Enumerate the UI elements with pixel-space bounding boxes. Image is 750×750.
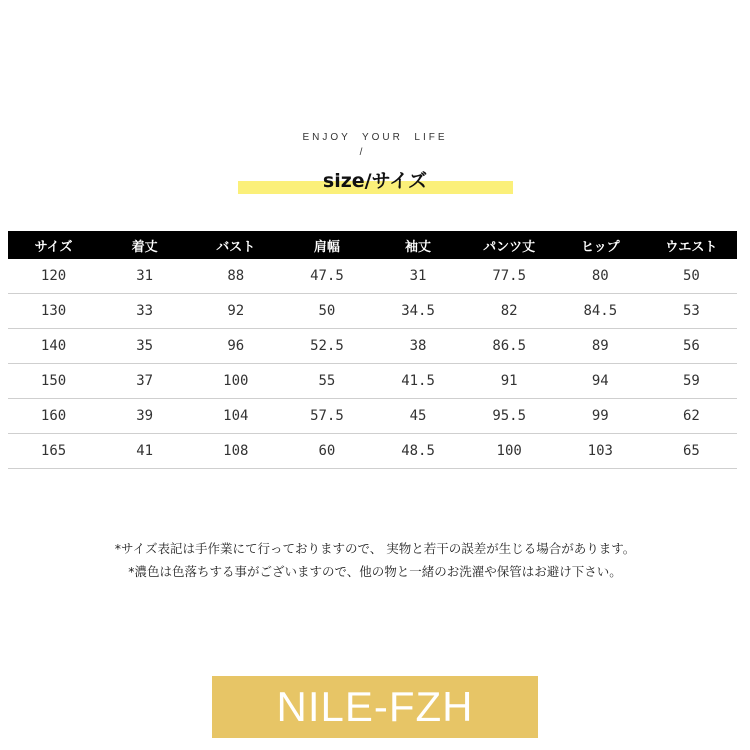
table-cell: 92 <box>190 294 281 329</box>
table-cell: 57.5 <box>281 399 372 434</box>
table-cell: 60 <box>281 434 372 469</box>
table-cell: 95.5 <box>464 399 555 434</box>
table-cell: 100 <box>190 364 281 399</box>
column-header-pants-length: パンツ丈 <box>483 239 536 255</box>
table-cell: 89 <box>555 329 646 364</box>
table-cell: 94 <box>555 364 646 399</box>
table-cell: 165 <box>8 434 99 469</box>
table-cell: 104 <box>190 399 281 434</box>
table-cell: 120 <box>8 259 99 294</box>
column-header-sleeve: 袖丈 <box>405 239 432 255</box>
table-row <box>8 399 737 434</box>
table-cell: 108 <box>190 434 281 469</box>
table-row <box>8 294 737 329</box>
table-row <box>8 364 737 399</box>
note-color-fading: *濃色は色落ちする事がございますので、他の物と一緒のお洗濯や保管はお避け下さい。 <box>128 564 622 579</box>
column-header-bust: バスト <box>216 239 256 255</box>
column-header-waist: ウエスト <box>665 239 718 255</box>
table-cell: 47.5 <box>281 259 372 294</box>
column-header-size: サイズ <box>34 239 73 255</box>
table-cell: 31 <box>373 259 464 294</box>
table-cell: 130 <box>8 294 99 329</box>
table-cell: 59 <box>646 364 737 399</box>
table-cell: 38 <box>373 329 464 364</box>
table-cell: 52.5 <box>281 329 372 364</box>
table-cell: 80 <box>555 259 646 294</box>
table-cell: 65 <box>646 434 737 469</box>
table-cell: 99 <box>555 399 646 434</box>
table-cell: 45 <box>373 399 464 434</box>
table-row <box>8 259 737 294</box>
table-cell: 77.5 <box>464 259 555 294</box>
brand-label: NILE-FZH <box>212 676 538 738</box>
table-cell: 88 <box>190 259 281 294</box>
table-cell: 35 <box>99 329 190 364</box>
table-cell: 82 <box>464 294 555 329</box>
table-cell: 41.5 <box>373 364 464 399</box>
notes <box>0 537 750 583</box>
table-cell: 33 <box>99 294 190 329</box>
table-row <box>8 329 737 364</box>
table-cell: 34.5 <box>373 294 464 329</box>
column-header-length: 着丈 <box>131 239 158 255</box>
table-cell: 50 <box>281 294 372 329</box>
table-cell: 37 <box>99 364 190 399</box>
table-cell: 140 <box>8 329 99 364</box>
table-cell: 48.5 <box>373 434 464 469</box>
table-header-row <box>8 231 737 259</box>
table-cell: 39 <box>99 399 190 434</box>
column-header-hip: ヒップ <box>581 239 620 255</box>
table-cell: 160 <box>8 399 99 434</box>
table-cell: 91 <box>464 364 555 399</box>
table-cell: 55 <box>281 364 372 399</box>
table-cell: 50 <box>646 259 737 294</box>
tagline: ENJOY YOUR LIFE <box>302 132 448 143</box>
table-cell: 62 <box>646 399 737 434</box>
table-row <box>8 434 737 469</box>
table-cell: 100 <box>464 434 555 469</box>
table-cell: 86.5 <box>464 329 555 364</box>
table-cell: 31 <box>99 259 190 294</box>
table-cell: 150 <box>8 364 99 399</box>
table-cell: 103 <box>555 434 646 469</box>
table-cell: 96 <box>190 329 281 364</box>
tagline-slash: / <box>359 147 363 158</box>
table-cell: 53 <box>646 294 737 329</box>
table-cell: 41 <box>99 434 190 469</box>
note-measurement-tolerance: *サイズ表記は手作業にて行っておりますので、 実物と若干の誤差が生じる場合があります。 <box>114 541 636 556</box>
column-header-shoulder: 肩幅 <box>313 239 340 255</box>
size-table <box>8 231 737 469</box>
page-title: size/サイズ <box>322 170 428 192</box>
table-cell: 56 <box>646 329 737 364</box>
table-cell: 84.5 <box>555 294 646 329</box>
